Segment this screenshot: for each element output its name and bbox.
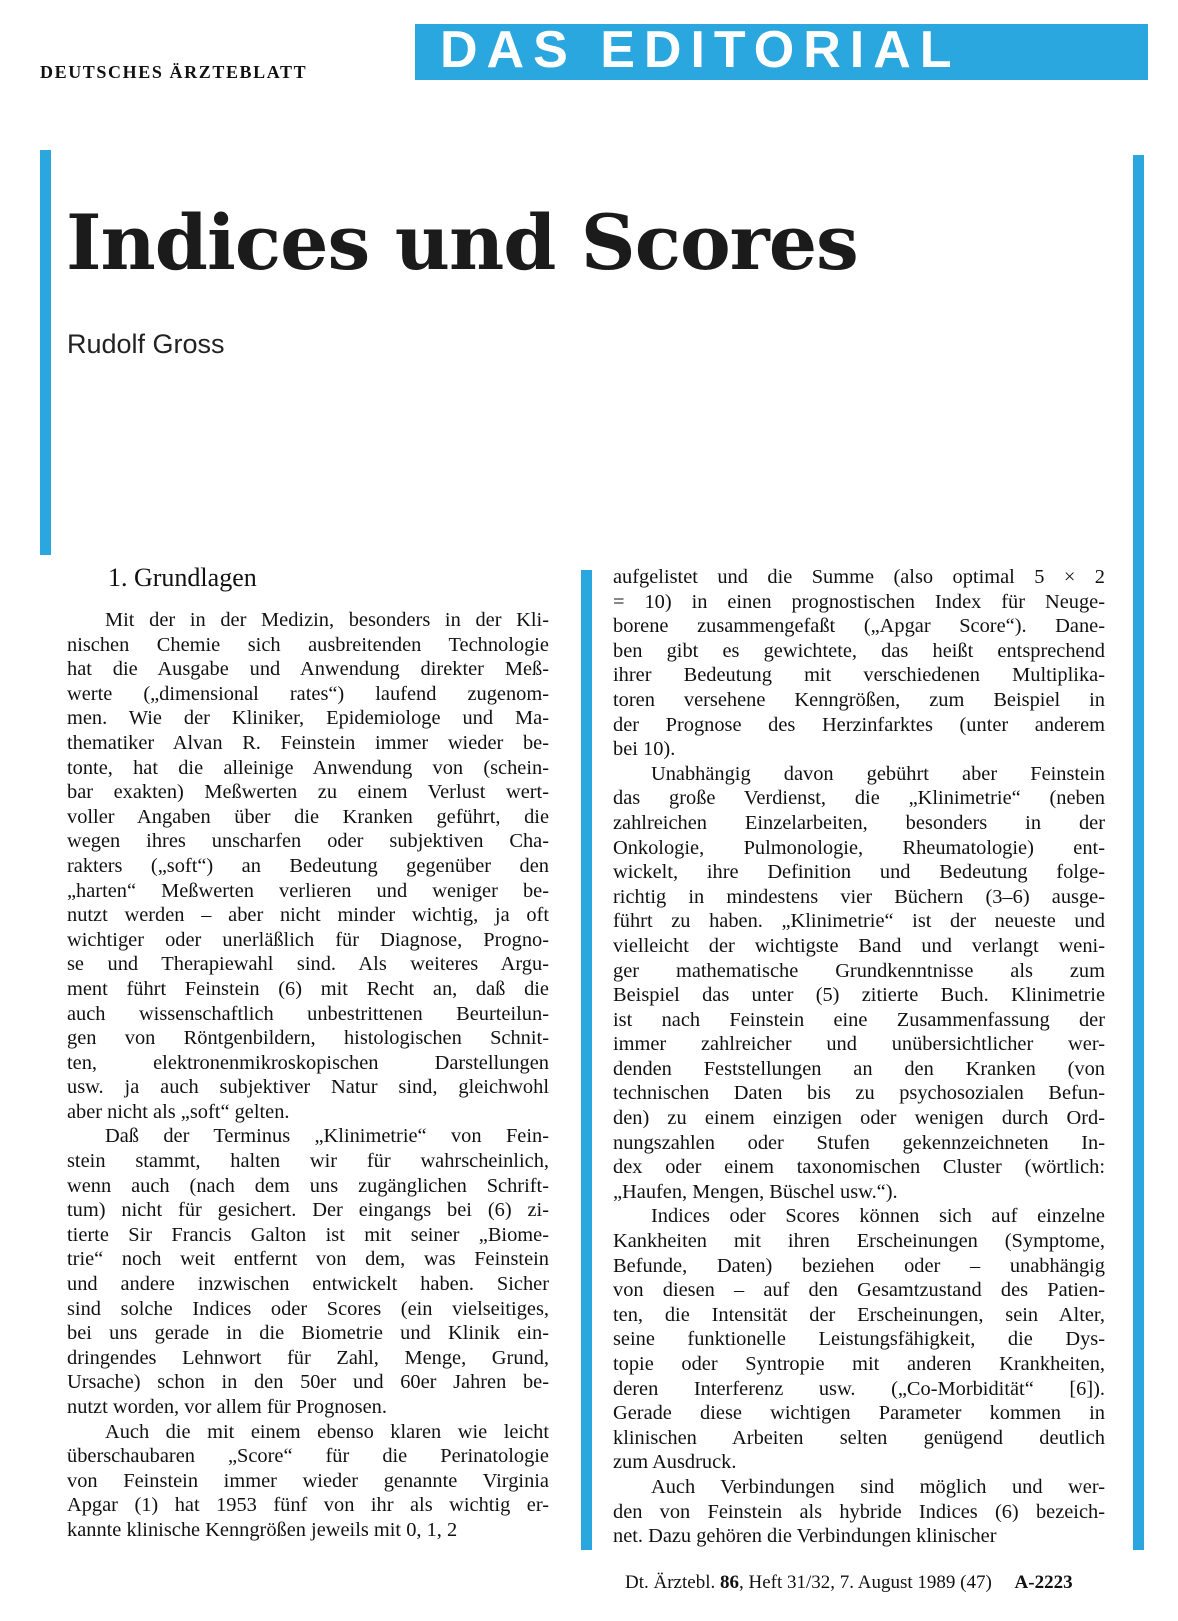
text-line: den) zu einem einzigen oder wenigen durch Ord- bbox=[613, 1107, 1105, 1130]
text-line: hat die Ausgabe und Anwendung direkter Meß- bbox=[67, 658, 549, 681]
text-line: topie oder Syntropie mit anderen Krankheiten, bbox=[613, 1353, 1105, 1375]
text-line: bei 10). bbox=[613, 738, 676, 761]
accent-bar-right bbox=[1133, 155, 1144, 1550]
text-line: stein stammt, halten wir für wahrscheinlich, bbox=[67, 1150, 549, 1173]
section-banner-label: DAS EDITORIAL bbox=[440, 21, 961, 79]
accent-bar-left bbox=[40, 150, 51, 555]
text-line: usw. ja auch subjektiver Natur sind, gleichwohl bbox=[67, 1076, 549, 1099]
text-line: werte („dimensional rates“) laufend zugenom- bbox=[67, 682, 549, 705]
text-line: zum Ausdruck. bbox=[613, 1451, 737, 1474]
text-line: tum) nicht für gesichert. Der eingangs bei (6) zi- bbox=[67, 1199, 549, 1222]
text-line: Auch die mit einem ebenso klaren wie leicht bbox=[105, 1420, 549, 1443]
text-line: gen von Röntgenbildern, histologischen Schnit- bbox=[67, 1027, 549, 1050]
text-line: denden Feststellungen an den Kranken (von bbox=[613, 1057, 1105, 1080]
text-line: der Prognose des Herzinfarktes (unter anderem bbox=[613, 713, 1105, 736]
text-line: vielleicht der wichtigste Band und verlangt weni- bbox=[613, 934, 1105, 957]
text-line: kannte klinische Kenngrößen jeweils mit 0, 1, 2 bbox=[67, 1518, 458, 1541]
text-line: immer zahlreicher und unübersichtlicher wer- bbox=[613, 1033, 1105, 1056]
article-title: Indices und Scores bbox=[66, 198, 858, 287]
text-line: toren versehene Kenngrößen, zum Beispiel in bbox=[613, 688, 1105, 711]
text-line: Apgar (1) hat 1953 fünf von ihr als wichtig er- bbox=[67, 1494, 549, 1517]
article-author: Rudolf Gross bbox=[67, 329, 225, 359]
text-line: bar exakten) Meßwerten zu einem Verlust wert- bbox=[67, 781, 549, 804]
text-line: Daß der Terminus „Klinimetrie“ von Fein- bbox=[105, 1125, 549, 1148]
text-line: net. Dazu gehören die Verbindungen klinischer bbox=[613, 1525, 997, 1548]
section-heading: 1. Grundlagen bbox=[108, 563, 257, 592]
text-line: von Feinstein immer wieder genannte Virginia bbox=[67, 1469, 549, 1492]
text-line: bei uns gerade in die Biometrie und Klinik ein- bbox=[67, 1322, 549, 1345]
text-line: ten, die Intensität der Erscheinungen, sein Alter, bbox=[613, 1303, 1105, 1326]
text-line: nutzt werden – aber nicht minder wichtig, ja oft bbox=[67, 904, 549, 927]
text-line: Onkologie, Pulmonologie, Rheumatologie) ent- bbox=[613, 836, 1105, 859]
text-line: tierte Sir Francis Galton ist mit seiner „Biome- bbox=[67, 1223, 549, 1246]
text-line: tonte, hat die alleinige Anwendung von (schein- bbox=[67, 756, 549, 779]
text-line: ben gibt es gewichtete, das heißt entsprechend bbox=[613, 639, 1105, 662]
text-line: ist nach Feinstein eine Zusammenfassung der bbox=[613, 1008, 1105, 1031]
footer-citation-rest: , Heft 31/32, 7. August 1989 (47) bbox=[738, 1572, 992, 1593]
text-line: nischen Chemie sich ausbreitenden Technologie bbox=[67, 633, 549, 656]
text-line: dex oder einem taxonomischen Cluster (wörtlich: bbox=[613, 1156, 1105, 1179]
text-line: wichtiger oder unerläßlich für Diagnose, Progno- bbox=[67, 928, 549, 951]
text-line: deren Interferenz usw. („Co-Morbidität“ [6]). bbox=[613, 1377, 1105, 1400]
text-line: und andere inzwischen entwickelt haben. Sicher bbox=[67, 1273, 549, 1296]
text-line: Unabhängig davon gebührt aber Feinstein bbox=[651, 762, 1105, 785]
text-line: überschaubaren „Score“ für die Perinatologie bbox=[67, 1445, 549, 1468]
text-line: se und Therapiewahl sind. Als weiteres Argu- bbox=[67, 953, 549, 976]
footer-page-number: A-2223 bbox=[1014, 1572, 1073, 1593]
footer-citation-prefix: Dt. Ärztebl. bbox=[625, 1572, 716, 1593]
text-line: ten, elektronenmikroskopischen Darstellungen bbox=[67, 1051, 549, 1074]
text-line: seine funktionelle Leistungsfähigkeit, die Dys- bbox=[613, 1328, 1105, 1351]
text-line: Kankheiten mit ihren Erscheinungen (Symptome, bbox=[613, 1230, 1105, 1253]
text-line: führt zu haben. „Klinimetrie“ ist der neueste und bbox=[613, 910, 1105, 933]
text-line: „harten“ Meßwerten verlieren und weniger be- bbox=[67, 879, 549, 902]
text-line: = 10) in einen prognostischen Index für Neuge- bbox=[613, 590, 1105, 613]
text-line: Gerade diese wichtigen Parameter kommen in bbox=[613, 1402, 1105, 1425]
text-line: nutzt worden, vor allem für Prognosen. bbox=[67, 1396, 387, 1418]
text-line: aber nicht als „soft“ gelten. bbox=[67, 1100, 290, 1123]
text-line: nungszahlen oder Stufen gekennzeichneten In- bbox=[613, 1131, 1105, 1154]
text-line: ihrer Bedeutung mit verschiedenen Multiplika- bbox=[613, 664, 1105, 687]
text-line: wegen ihres unscharfen oder subjektiven Cha- bbox=[67, 830, 549, 853]
text-line: ger mathematische Grundkenntnisse als zum bbox=[613, 959, 1105, 982]
text-line: richtig in mindestens vier Büchern (3–6) ausge- bbox=[613, 885, 1105, 908]
text-line: Indices oder Scores können sich auf einzelne bbox=[651, 1205, 1105, 1228]
text-line: das große Verdienst, die „Klinimetrie“ (neben bbox=[613, 787, 1105, 810]
text-line: Mit der in der Medizin, besonders in der Kli- bbox=[105, 609, 549, 631]
text-line: Befunde, Daten) beziehen oder – unabhängig bbox=[613, 1254, 1105, 1277]
footer-volume: 86 bbox=[719, 1572, 739, 1593]
text-line: Beispiel das unter (5) zitierte Buch. Klinimetrie bbox=[613, 984, 1105, 1007]
text-line: zahlreichen Einzelarbeiten, besonders in der bbox=[613, 811, 1105, 834]
text-line: wenn auch (nach dem uns zugänglichen Schrift- bbox=[67, 1174, 549, 1197]
page-footer bbox=[625, 1572, 1073, 1594]
text-line: wickelt, ihre Definition und Bedeutung folge- bbox=[613, 861, 1105, 884]
text-line: dringendes Lehnwort für Zahl, Menge, Grund, bbox=[67, 1346, 549, 1369]
text-line: aufgelistet und die Summe (also optimal 5 × 2 bbox=[613, 566, 1105, 588]
text-line: den von Feinstein als hybride Indices (6) bezeich- bbox=[613, 1500, 1105, 1523]
text-line: Auch Verbindungen sind möglich und wer- bbox=[651, 1475, 1105, 1498]
text-line: technischen Daten bis zu psychosozialen Befun- bbox=[613, 1082, 1105, 1105]
text-line: ment führt Feinstein (6) mit Recht an, daß die bbox=[67, 977, 549, 1000]
text-line: „Haufen, Mengen, Büschel usw.“). bbox=[613, 1180, 898, 1203]
text-line: borene zusammengefaßt („Apgar Score“). Dane- bbox=[613, 615, 1105, 638]
body-column-right bbox=[613, 565, 1105, 1549]
body-column-left bbox=[67, 608, 549, 1543]
accent-bar-column-divider bbox=[581, 570, 592, 1550]
text-line: klinischen Arbeiten selten genügend deutlich bbox=[613, 1426, 1105, 1449]
text-line: men. Wie der Kliniker, Epidemiologe und Ma- bbox=[67, 707, 549, 730]
text-line: rakters („soft“) an Bedeutung gegenüber den bbox=[67, 854, 549, 877]
text-line: auch wissenschaftlich unbestrittenen Beurteilun- bbox=[67, 1002, 549, 1025]
text-line: Ursache) schon in den 50er und 60er Jahren be- bbox=[67, 1371, 549, 1394]
text-line: trie“ noch weit entfernt von dem, was Feinstein bbox=[67, 1248, 549, 1271]
journal-name: DEUTSCHES ÄRZTEBLATT bbox=[40, 62, 308, 82]
text-line: sind solche Indices oder Scores (ein vielseitiges, bbox=[67, 1297, 549, 1320]
text-line: voller Angaben über die Kranken geführt, die bbox=[67, 805, 549, 828]
text-line: thematiker Alvan R. Feinstein immer wieder be- bbox=[67, 731, 549, 754]
text-line: von diesen – auf den Gesamtzustand des Patien- bbox=[613, 1279, 1105, 1302]
